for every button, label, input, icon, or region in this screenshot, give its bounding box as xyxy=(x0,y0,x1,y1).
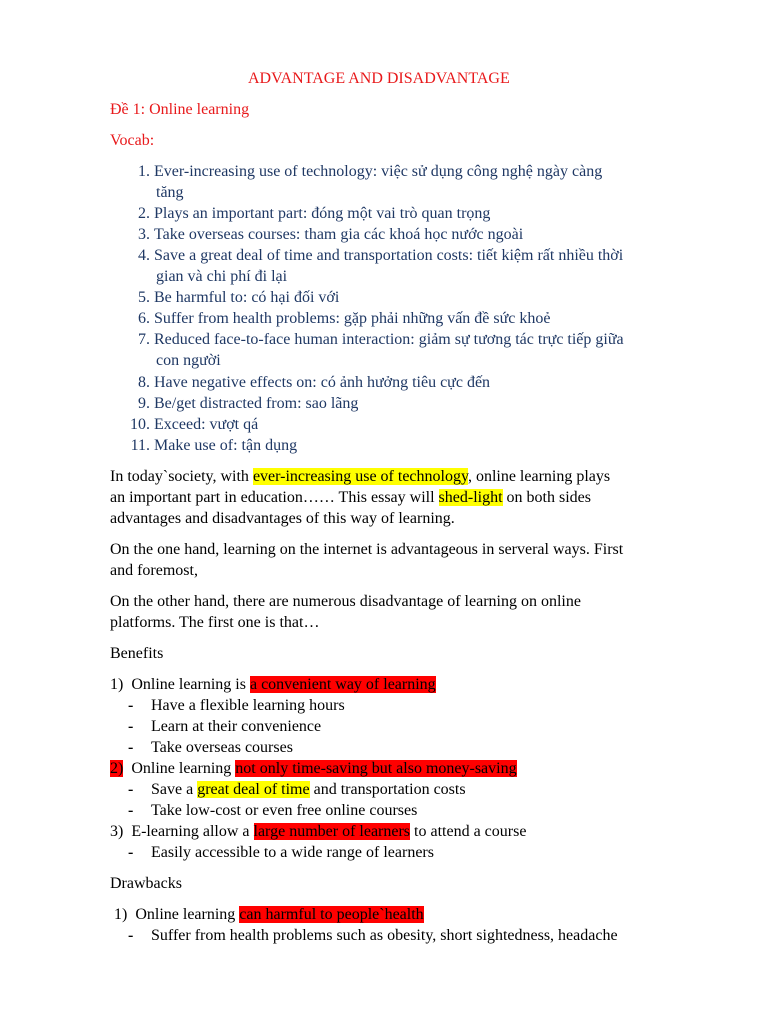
list-item: 3. Take overseas courses: tham gia các khoá học nước ngoài xyxy=(138,226,524,243)
vocab-label: Vocab: xyxy=(110,132,155,149)
list-item: 1) Online learning can harmful to people`health xyxy=(114,906,424,923)
highlight-yellow: ever-increasing use of technology xyxy=(252,468,468,485)
topic-heading: Đề 1: Online learning xyxy=(110,101,250,118)
paragraph-line: advantages and disadvantages of this way of learning. xyxy=(110,510,455,527)
paragraph-line: and foremost, xyxy=(110,562,198,579)
sub-item: Take low-cost or even free online courses xyxy=(151,802,418,819)
list-item: 10. Exceed: vượt qá xyxy=(130,416,259,433)
list-item: 1) Online learning is a convenient way of learning xyxy=(110,676,436,693)
sub-item: Learn at their convenience xyxy=(151,718,322,735)
list-item: 8. Have negative effects on: có ảnh hưởng tiêu cực đến xyxy=(138,374,491,391)
bullet-dash: - xyxy=(128,781,134,798)
benefits-heading: Benefits xyxy=(110,645,164,662)
sub-item: Take overseas courses xyxy=(151,739,293,756)
list-item: 6. Suffer from health problems: gặp phải những vấn đề sức khoẻ xyxy=(138,310,551,327)
list-item-continuation: con người xyxy=(156,352,221,369)
sub-item: Have a flexible learning hours xyxy=(151,697,345,714)
list-item-continuation: tăng xyxy=(156,184,184,201)
bullet-dash: - xyxy=(128,718,134,735)
list-item: 3) E-learning allow a large number of learners to attend a course xyxy=(110,823,527,840)
sub-item: Easily accessible to a wide range of learners xyxy=(151,844,434,861)
bullet-dash: - xyxy=(128,802,134,819)
list-item: 9. Be/get distracted from: sao lãng xyxy=(138,395,359,412)
highlight-yellow: great deal of time xyxy=(197,781,310,798)
sub-item: Suffer from health problems such as obesity, short sightedness, headache xyxy=(151,927,618,944)
list-item: 1. Ever-increasing use of technology: việc sử dụng công nghệ ngày càng xyxy=(138,163,603,180)
highlight-yellow: shed-light xyxy=(438,489,503,506)
document-title: ADVANTAGE AND DISADVANTAGE xyxy=(248,70,510,87)
paragraph-line: On the other hand, there are numerous disadvantage of learning on online xyxy=(110,593,581,610)
list-item: 7. Reduced face-to-face human interaction: giảm sự tương tác trực tiếp giữa xyxy=(138,331,624,348)
highlight-red: large number of learners xyxy=(253,823,411,840)
list-item-continuation: gian và chi phí đi lại xyxy=(156,268,288,285)
paragraph-line: In today`society, with ever-increasing use of technology, online learning plays xyxy=(110,468,611,485)
highlight-red: not only time-saving but also money-saving xyxy=(235,760,517,777)
list-item: 2. Plays an important part: đóng một vai trò quan trọng xyxy=(138,205,491,222)
bullet-dash: - xyxy=(128,927,134,944)
sub-item: Save a great deal of time and transportation costs xyxy=(151,781,466,798)
highlight-red: can harmful to people`health xyxy=(239,906,424,923)
list-item: 11. Make use of: tận dụng xyxy=(130,437,298,454)
bullet-dash: - xyxy=(128,844,134,861)
bullet-dash: - xyxy=(128,697,134,714)
paragraph-line: an important part in education…… This essay will shed-light on both sides xyxy=(110,489,591,506)
bullet-dash: - xyxy=(128,739,134,756)
paragraph-line: platforms. The first one is that… xyxy=(110,614,320,631)
paragraph-line: On the one hand, learning on the internet is advantageous in serveral ways. First xyxy=(110,541,624,558)
list-item: 5. Be harmful to: có hại đối với xyxy=(138,289,340,306)
highlight-red: a convenient way of learning xyxy=(249,676,436,693)
highlight-red: 2) xyxy=(110,760,124,777)
drawbacks-heading: Drawbacks xyxy=(110,875,182,892)
list-item: 2) Online learning not only time-saving but also money-saving xyxy=(110,760,517,777)
list-item: 4. Save a great deal of time and transportation costs: tiết kiệm rất nhiều thời xyxy=(138,247,624,264)
